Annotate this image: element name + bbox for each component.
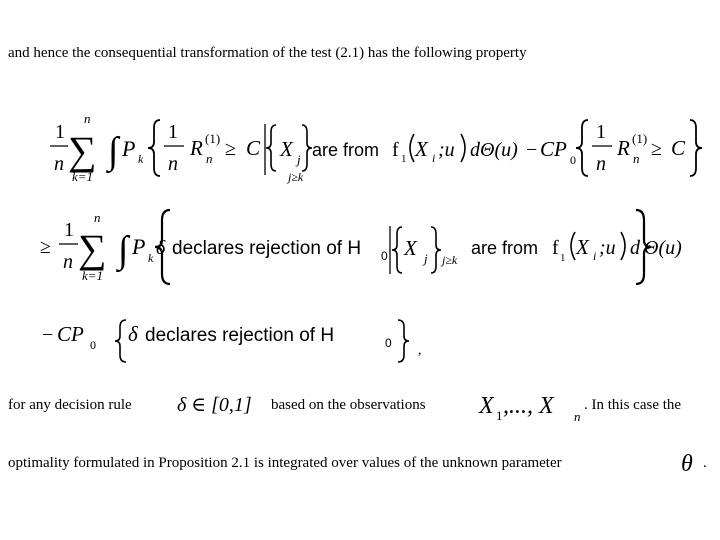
X1-subscript: 1 <box>496 408 503 423</box>
summation-sign: ∑ <box>68 128 97 173</box>
brace-subscript: j≥k <box>442 253 458 267</box>
semicolon-u: ;u <box>599 237 616 259</box>
R-symbol: R <box>190 136 203 160</box>
summation-sign: ∑ <box>78 226 107 271</box>
X-subscript: j <box>297 152 301 167</box>
d-symbol: d <box>630 237 640 259</box>
integral-sign: ∫ <box>118 229 129 271</box>
rule-suffix: . In this case the <box>584 397 682 413</box>
f-symbol: f <box>392 139 399 161</box>
right-brace <box>690 120 702 176</box>
P-subscript: k <box>148 251 154 265</box>
declares-rejection-text: declares rejection of H <box>172 238 362 259</box>
left-brace <box>392 227 402 273</box>
final-period: . <box>703 455 707 471</box>
X-subscript: i <box>432 151 436 165</box>
frac-denominator: n <box>63 251 73 273</box>
left-paren <box>571 232 575 260</box>
CP-subscript: 0 <box>570 153 576 167</box>
geq-sign: ≥ <box>225 138 236 160</box>
right-paren <box>461 134 465 162</box>
right-brace <box>398 320 409 362</box>
formula-line-2 <box>40 210 682 284</box>
right-brace <box>302 125 312 171</box>
left-brace <box>266 125 276 171</box>
R-superscript: (1) <box>632 131 648 146</box>
rule-middle: based on the observations <box>271 397 426 413</box>
delta-in-interval: δ ∈ [0,1] <box>177 394 252 416</box>
X-subscript: i <box>593 249 597 263</box>
H-subscript: 0 <box>381 249 388 263</box>
H-subscript: 0 <box>385 336 392 350</box>
brace-subscript: j≥k <box>288 170 304 184</box>
P-symbol: P <box>132 234 146 259</box>
C-symbol: C <box>246 136 261 160</box>
declares-rejection-text: declares rejection of H <box>145 325 335 346</box>
X-symbol: X <box>280 137 293 161</box>
R-symbol: R <box>617 136 630 160</box>
C-symbol: C <box>671 136 686 160</box>
optimality-sentence: optimality formulated in Proposition 2.1 is integrated over values of the unknown parameter <box>8 455 562 471</box>
X-subscript: j <box>424 251 428 266</box>
comma: , <box>418 343 422 358</box>
left-brace <box>115 320 126 362</box>
theta-symbol: θ <box>681 451 693 477</box>
P-subscript: k <box>138 152 144 166</box>
geq-sign: ≥ <box>651 138 662 160</box>
R-subscript: n <box>206 151 213 166</box>
f-subscript: 1 <box>401 153 407 165</box>
f-subscript: 1 <box>560 252 566 264</box>
frac-denominator: n <box>168 153 178 175</box>
formula-line-1 <box>50 111 702 184</box>
right-brace <box>431 227 441 273</box>
X1-symbol: X <box>479 393 494 419</box>
frac-numerator: 1 <box>596 121 606 143</box>
X-symbol: X <box>576 235 589 259</box>
frac-numerator: 1 <box>64 219 74 241</box>
formula-line-3 <box>42 320 422 362</box>
minus-sign: − <box>526 139 538 161</box>
R-subscript: n <box>633 151 640 166</box>
CP-subscript: 0 <box>90 338 96 352</box>
Xn-subscript: n <box>574 409 581 424</box>
CP-symbol: CP <box>57 322 84 346</box>
R-superscript: (1) <box>205 131 221 146</box>
dTheta-text: dΘ(u) <box>470 139 518 161</box>
are-from-text: are from <box>471 238 539 258</box>
left-brace <box>576 120 588 176</box>
delta-symbol: δ <box>156 237 166 259</box>
semicolon-u: ;u <box>438 139 455 161</box>
integral-sign: ∫ <box>108 130 119 172</box>
geq-sign: ≥ <box>40 236 51 258</box>
delta-symbol: δ <box>128 322 138 346</box>
f-symbol: f <box>552 237 559 259</box>
sum-upper-limit: n <box>94 210 101 225</box>
minus-sign: − <box>42 324 54 346</box>
frac-denominator: n <box>596 153 606 175</box>
X-symbol: X <box>415 137 428 161</box>
left-brace <box>148 120 160 176</box>
Theta-u: Θ(u) <box>644 237 682 259</box>
ellipsis-Xn: ,..., X <box>503 393 554 419</box>
are-from-text: are from <box>312 140 380 160</box>
frac-numerator: 1 <box>55 121 65 143</box>
sum-lower-limit: k=1 <box>72 169 94 184</box>
frac-denominator: n <box>54 153 64 175</box>
P-symbol: P <box>122 136 136 161</box>
CP-symbol: CP <box>540 137 567 161</box>
frac-numerator: 1 <box>168 121 178 143</box>
sum-lower-limit: k=1 <box>82 268 104 283</box>
right-paren <box>621 232 625 260</box>
rule-prefix: for any decision rule <box>8 397 132 413</box>
left-paren <box>410 134 414 162</box>
intro-sentence: and hence the consequential transformation of the test (2.1) has the following property <box>8 45 527 61</box>
sum-upper-limit: n <box>84 111 91 126</box>
X-symbol: X <box>404 236 417 260</box>
